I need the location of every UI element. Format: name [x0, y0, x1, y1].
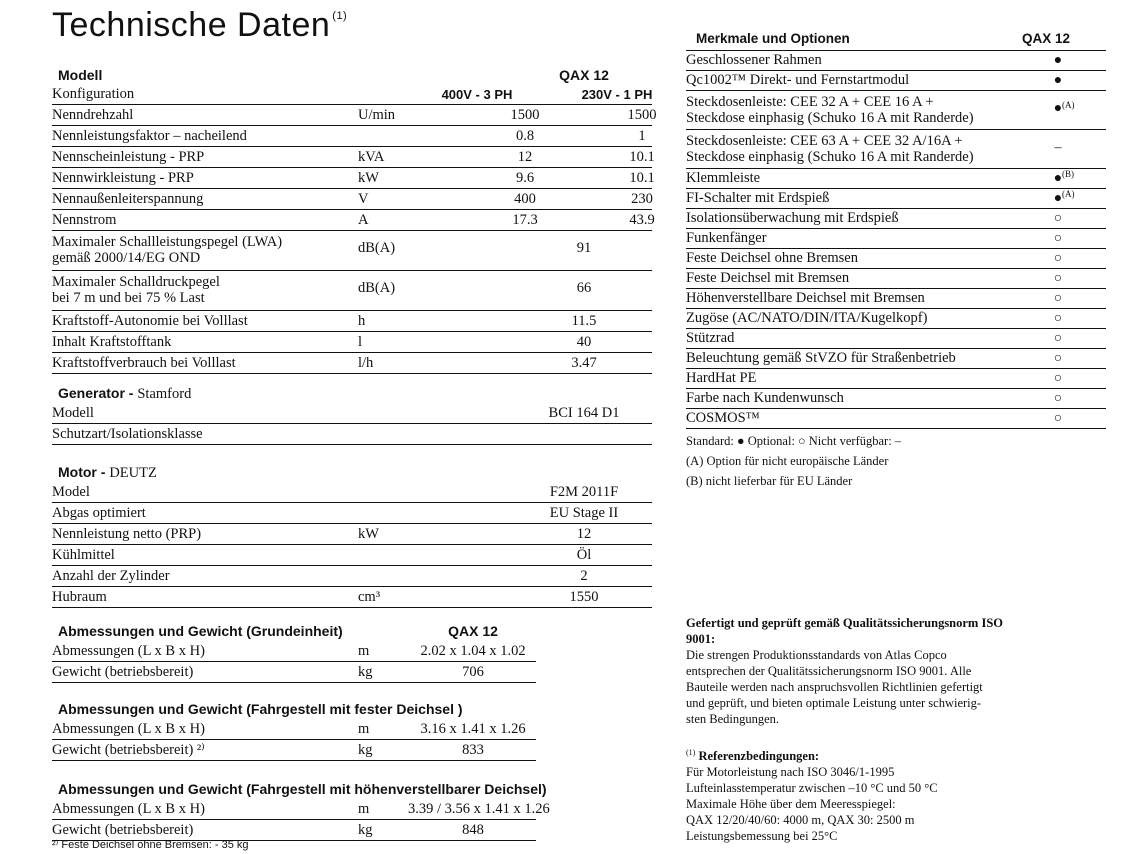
spec-value: 1550: [569, 589, 599, 605]
option-row: [686, 409, 1106, 429]
spec-label: Inhalt Kraftstofftank: [52, 334, 172, 350]
option-label: Isolationsüberwachung mit Erdspieß: [686, 210, 899, 226]
spec-unit: U/min: [358, 107, 396, 123]
option-label: Feste Deichsel mit Bremsen: [686, 270, 850, 286]
dim-unit: m: [358, 643, 370, 659]
option-row: [686, 289, 1106, 309]
reference-line: Maximale Höhe über dem Meeresspiegel:: [686, 797, 896, 812]
availability-note: (A): [1062, 100, 1075, 110]
option-label: Geschlossener Rahmen: [686, 52, 822, 68]
spec-row: [52, 566, 652, 587]
dim-unit: kg: [358, 742, 373, 758]
option-row: [686, 309, 1106, 329]
spec-label-line: bei 7 m und bei 75 % Last: [52, 290, 205, 306]
availability-mark: ○: [1053, 391, 1063, 406]
availability-note: (B): [1062, 169, 1074, 179]
spec-row: [52, 587, 652, 608]
spec-value-400v: 12: [517, 149, 533, 165]
dim-value: 3.39 / 3.56 x 1.41 x 1.26: [408, 801, 550, 817]
quality-line: Die strengen Produktionsstandards von Atlas Copco: [686, 648, 947, 662]
availability-icon: [1048, 369, 1068, 388]
dimensions-fixed-drawbar-section: [52, 700, 536, 761]
footnote: ²⁾ Feste Deichsel ohne Bremsen: - 35 kg: [52, 839, 249, 851]
option-row: [686, 71, 1106, 91]
availability-icon: [1048, 229, 1068, 248]
spec-value-230v: 1500: [627, 107, 657, 123]
spec-label-line: gemäß 2000/14/EG OND: [52, 250, 201, 266]
spec-value: F2M 2011F: [549, 484, 619, 500]
option-label-line: Steckdosenleiste: CEE 63 A + CEE 32 A/16A +: [686, 133, 963, 149]
spec-label: Nennleistungsfaktor – nacheilend: [52, 128, 247, 144]
availability-mark: ○: [1053, 251, 1063, 266]
availability-mark: –: [1054, 140, 1062, 155]
option-row: [686, 51, 1106, 71]
option-label: COSMOS™: [686, 410, 760, 426]
dim-value: 848: [462, 822, 484, 838]
spec-row: [52, 271, 652, 311]
spec-value-400v: 0.8: [515, 128, 535, 144]
dimensions-adjustable-drawbar-section: [52, 780, 550, 841]
dim-unit: m: [358, 801, 370, 817]
spec-label: Schutzart/Isolationsklasse: [52, 426, 203, 442]
availability-icon: [1048, 289, 1068, 308]
spec-row: [52, 482, 652, 503]
spec-value-400v: 9.6: [515, 170, 535, 186]
availability-mark: ○: [1053, 331, 1063, 346]
spec-row: [52, 503, 652, 524]
availability-icon: [1048, 249, 1068, 268]
spec-value-400v: 400: [514, 191, 536, 207]
quality-line: entsprechen der Qualitätssicherungsnorm ISO 9001. Alle: [686, 664, 972, 678]
option-row: [686, 389, 1106, 409]
dim-value: 3.16 x 1.41 x 1.26: [420, 721, 526, 737]
spec-row: [52, 126, 652, 147]
quality-line: sten Bedingungen.: [686, 712, 780, 726]
option-label: Höhenverstellbare Deichsel mit Bremsen: [686, 290, 925, 306]
motor-header: Motor - DEUTZ: [58, 464, 157, 481]
availability-mark: ○: [1053, 211, 1063, 226]
options-legend: Standard: ● Optional: ○ Nicht verfügbar: – (A) Option für nicht europäische Länder (B) nicht lieferbar für EU Länder: [686, 434, 902, 488]
spec-value-230v: 10.1: [629, 149, 655, 165]
availability-icon: [1048, 51, 1068, 70]
option-label: Funkenfänger: [686, 230, 767, 246]
quality-line: und geprüft, und bieten optimale Leistung unter schwierig-: [686, 696, 982, 710]
dim-row: [52, 641, 536, 662]
availability-mark: ○: [1053, 311, 1063, 326]
spec-value: 91: [576, 240, 592, 256]
spec-row: [52, 311, 652, 332]
option-label: [686, 91, 974, 126]
option-label: Beleuchtung gemäß StVZO für Straßenbetrieb: [686, 350, 956, 366]
spec-label-line: Maximaler Schalldruckpegel: [52, 274, 220, 290]
option-label: Qc1002™ Direkt- und Fernstartmodul: [686, 72, 910, 88]
spec-row: [52, 105, 657, 126]
modell-header: Modell QAX 12: [58, 67, 609, 83]
spec-row: [52, 353, 652, 374]
option-label-line: Steckdosenleiste: CEE 32 A + CEE 16 A +: [686, 94, 934, 110]
spec-row: [52, 147, 655, 168]
dim2-header: Abmessungen und Gewicht (Fahrgestell mit fester Deichsel ): [58, 701, 463, 717]
option-row: [686, 130, 1106, 169]
dim3-header: Abmessungen und Gewicht (Fahrgestell mit höhenverstellbarer Deichsel): [58, 781, 547, 797]
dim-row: [52, 719, 536, 740]
dim-unit: kg: [358, 664, 373, 680]
dim-unit: kg: [358, 822, 373, 838]
availability-icon: [1048, 100, 1075, 117]
spec-row: [52, 210, 655, 231]
option-label: Klemmleiste: [686, 170, 761, 186]
option-label: Farbe nach Kundenwunsch: [686, 390, 844, 406]
availability-mark: ●: [1053, 73, 1063, 88]
spec-value: 40: [576, 334, 592, 350]
generator-header: Generator - Stamford: [58, 385, 192, 402]
dim-label: Gewicht (betriebsbereit): [52, 822, 194, 838]
spec-label: Hubraum: [52, 589, 107, 605]
spec-label: Nennwirkleistung - PRP: [52, 170, 194, 186]
spec-value-230v: 43.9: [629, 212, 655, 228]
dim-label: Gewicht (betriebsbereit) ²⁾: [52, 742, 205, 758]
availability-icon: [1048, 189, 1075, 208]
page-title: Technische Daten $^{(1)}$: [52, 6, 348, 44]
spec-row: [52, 189, 652, 210]
config-row: Konfiguration 400V - 3 PH 230V - 1 PH: [52, 85, 652, 105]
spec-unit: l/h: [358, 355, 374, 371]
availability-icon: [1048, 329, 1068, 348]
spec-row: [52, 424, 652, 445]
availability-icon: [1048, 209, 1068, 228]
spec-unit: l: [358, 334, 363, 350]
dim-label: Abmessungen (L x B x H): [52, 721, 205, 737]
motor-section: [52, 463, 652, 608]
spec-value-400v: 17.3: [512, 212, 538, 228]
spec-label: [52, 271, 220, 306]
spec-value: Öl: [576, 547, 592, 563]
availability-mark: ○: [1053, 231, 1063, 246]
spec-label: Nennstrom: [52, 212, 117, 228]
spec-unit: A: [358, 212, 369, 228]
spec-label: Abgas optimiert: [52, 505, 146, 521]
spec-row: [52, 545, 652, 566]
dimensions-base-section: [52, 622, 536, 683]
spec-label: Kraftstoffverbrauch bei Volllast: [52, 355, 236, 371]
spec-label-line: Maximaler Schallleistungspegel (LWA): [52, 234, 283, 250]
spec-row: [52, 403, 652, 424]
option-row: [686, 91, 1106, 130]
spec-unit: h: [358, 313, 366, 329]
reference-line: Lufteinlasstemperatur zwischen –10 °C und 50 °C: [686, 781, 938, 796]
quality-note: [686, 615, 1026, 727]
spec-value: EU Stage II: [549, 505, 619, 521]
option-row: [686, 369, 1106, 389]
availability-mark: ●: [1053, 53, 1063, 68]
option-row: [686, 209, 1106, 229]
option-row: [686, 269, 1106, 289]
option-label: Zugöse (AC/NATO/DIN/ITA/Kugelkopf): [686, 310, 928, 326]
dim-label: Gewicht (betriebsbereit): [52, 664, 194, 680]
reference-line: Für Motorleistung nach ISO 3046/1-1995: [686, 765, 895, 780]
dim-label: Abmessungen (L x B x H): [52, 801, 205, 817]
availability-mark: ○: [1053, 371, 1063, 386]
modell-section: [52, 66, 657, 374]
spec-label: Modell: [52, 405, 94, 421]
spec-value: BCI 164 D1: [548, 405, 620, 421]
spec-label: Model: [52, 484, 90, 500]
spec-value: 66: [576, 280, 592, 296]
spec-value: 3.47: [571, 355, 597, 371]
spec-value-230v: 1: [638, 128, 646, 144]
spec-row: [52, 332, 652, 353]
spec-value: 2: [580, 568, 588, 584]
options-table: [686, 30, 1106, 491]
spec-unit: V: [358, 191, 369, 207]
spec-value: 11.5: [571, 313, 597, 329]
option-label: Stützrad: [686, 330, 735, 346]
option-row: [686, 349, 1106, 369]
spec-label: Nennaußenleiterspannung: [52, 191, 204, 207]
option-label-line: Steckdose einphasig (Schuko 16 A mit Randerde): [686, 149, 974, 165]
availability-mark: ○: [1053, 291, 1063, 306]
availability-icon: [1048, 409, 1068, 428]
dim-row: [52, 662, 536, 683]
generator-section: [52, 384, 652, 445]
spec-value-230v: 230: [631, 191, 653, 207]
option-label: HardHat PE: [686, 370, 757, 386]
availability-mark: ○: [1053, 271, 1063, 286]
availability-icon: [1048, 140, 1068, 156]
dim-value: 706: [462, 664, 484, 680]
spec-label: [52, 231, 282, 266]
spec-row: [52, 524, 652, 545]
spec-label: Nennleistung netto (PRP): [52, 526, 202, 542]
dim-label: Abmessungen (L x B x H): [52, 643, 205, 659]
reference-line: QAX 12/20/40/60: 4000 m, QAX 30: 2500 m: [686, 813, 915, 828]
spec-unit: cm³: [358, 589, 381, 605]
quality-line: Bauteile werden nach anspruchsvollen Richtlinien gefertigt: [686, 680, 983, 694]
option-label: FI-Schalter mit Erdspieß: [686, 190, 830, 206]
option-row: [686, 189, 1106, 209]
spec-row: [52, 231, 652, 271]
option-label: Feste Deichsel ohne Bremsen: [686, 250, 858, 266]
reference-line: Leistungsbemessung bei 25°C: [686, 829, 838, 844]
dim-value: 833: [462, 742, 484, 758]
option-label-line: Steckdose einphasig (Schuko 16 A mit Randerde): [686, 110, 974, 126]
option-row: [686, 229, 1106, 249]
option-label: [686, 130, 974, 165]
spec-value-230v: 10.1: [629, 170, 655, 186]
availability-mark: ●: [1053, 101, 1063, 116]
quality-title: Gefertigt und geprüft gemäß Qualitätssicherungsnorm ISO 9001:: [686, 616, 1004, 646]
dim-row: [52, 799, 550, 820]
spec-label: Kraftstoff-Autonomie bei Volllast: [52, 313, 248, 329]
availability-mark: ●: [1053, 191, 1063, 206]
availability-icon: [1048, 389, 1068, 408]
option-row: [686, 169, 1106, 189]
availability-mark: ○: [1053, 351, 1063, 366]
availability-icon: [1048, 309, 1068, 328]
spec-row: [52, 168, 655, 189]
dim-unit: m: [358, 721, 370, 737]
spec-label: Nenndrehzahl: [52, 107, 134, 123]
spec-unit: dB(A): [358, 240, 396, 256]
availability-icon: [1048, 269, 1068, 288]
availability-icon: [1048, 349, 1068, 368]
spec-label: Anzahl der Zylinder: [52, 568, 170, 584]
dim-row: [52, 740, 536, 761]
spec-unit: kVA: [358, 149, 385, 165]
option-row: [686, 329, 1106, 349]
spec-unit: dB(A): [358, 280, 396, 296]
spec-label: Nennscheinleistung - PRP: [52, 149, 205, 165]
options-header: Merkmale und Optionen QAX 12: [686, 30, 1106, 51]
spec-value: 12: [576, 526, 592, 542]
spec-unit: kW: [358, 526, 379, 542]
option-row: [686, 249, 1106, 269]
dim-value: 2.02 x 1.04 x 1.02: [420, 643, 526, 659]
spec-unit: kW: [358, 170, 379, 186]
spec-label: Kühlmittel: [52, 547, 115, 563]
dim1-header: Abmessungen und Gewicht (Grundeinheit) QAX 12: [58, 623, 498, 639]
availability-icon: [1048, 71, 1068, 90]
spec-value-400v: 1500: [510, 107, 540, 123]
availability-mark: ○: [1053, 411, 1063, 426]
reference-note: $^{(1)}$ Referenzbedingungen: Für Motorleistung nach ISO 3046/1-1995 Lufteinlasstemperatur zwischen –10 °C und 50 °C Maximale Höhe über dem Meeresspiegel: QAX 12/20/40/60: 4000 m, QAX 30: 2500 m Leistungsbemessung bei 25°C: [686, 745, 1026, 844]
availability-note: (A): [1062, 189, 1075, 199]
availability-mark: ●: [1053, 171, 1063, 186]
